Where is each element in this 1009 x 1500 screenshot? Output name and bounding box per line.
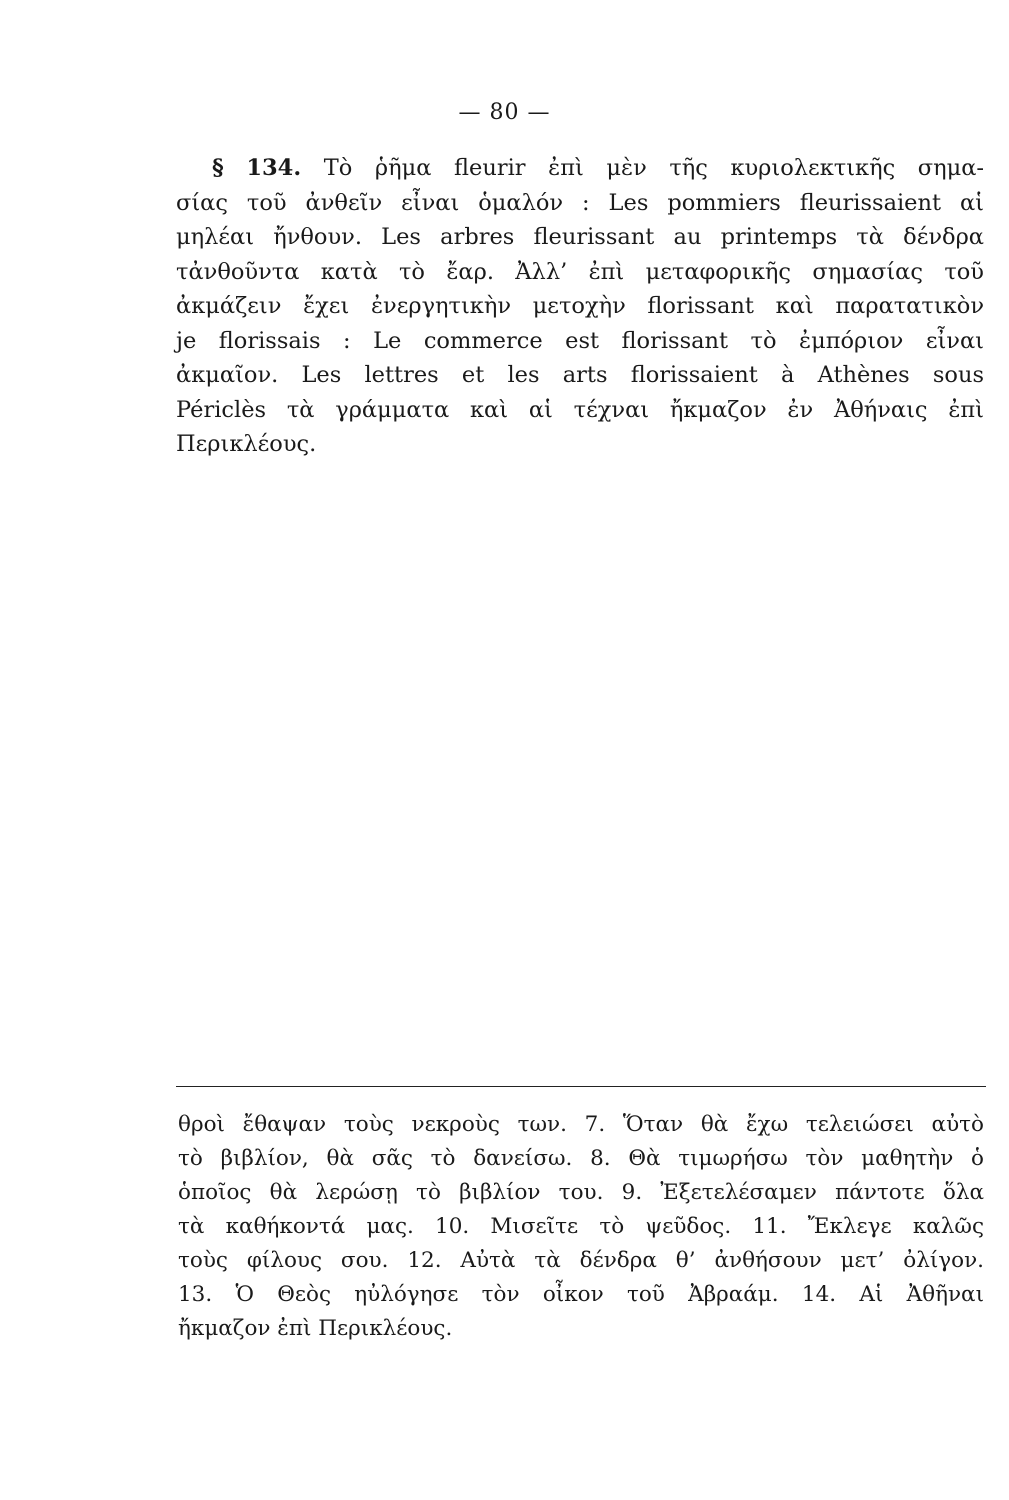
section-line-8: Périclès τὰ γράμματα καὶ αἱ τέχναι ἤκμαζον ἐν Ἀθήναις ἐπὶ [176,396,984,423]
footnote-line-7: ἤκμαζον ἐπὶ Περικλέους. [178,1316,453,1341]
section-line-1-text: Τὸ ῥῆμα fleurir ἐπὶ μὲν τῆς κυριολεκτικῆς σημα- [323,155,985,181]
section-line-9: Περικλέους. [176,431,317,457]
section-mark: § [212,155,224,181]
section-number: 134. [246,155,302,181]
section-line-3: μηλέαι ἤνθουν. Les arbres fleurissant au printemps τὰ δένδρα [176,224,984,250]
footnote [178,1108,984,1346]
section-line-7: ἀκμαῖον. Les lettres et les arts florissaient à Athènes sous [176,362,984,388]
footnote-line-4: τὰ καθήκοντά μας. 10. Μισεῖτε τὸ ψεῦδος. 11. Ἔκλεγε καλῶς [178,1214,984,1239]
footnote-divider [176,1086,986,1087]
section-line-5: ἀκμάζειν ἔχει ἐνεργητικὴν μετοχὴν florissant καὶ παρατατικὸν [176,293,984,319]
section-line-1 [176,151,984,186]
page-number: — 80 — [458,100,551,125]
section-line-2: σίας τοῦ ἀνθεῖν εἶναι ὁμαλόν : Les pommiers fleurissaient αἱ [176,189,984,216]
footnote-line-1: θροὶ ἔθαψαν τοὺς νεκροὺς των. 7. Ὅταν θὰ ἔχω τελειώσει αὐτὸ [178,1112,984,1137]
footnote-line-5: τοὺς φίλους σου. 12. Αὐτὰ τὰ δένδρα θ’ ἀνθήσουν μετ’ ὀλίγον. [178,1248,984,1273]
footnote-line-2: τὸ βιβλίον, θὰ σᾶς τὸ δανείσω. 8. Θὰ τιμωρήσω τὸν μαθητὴν ὁ [178,1146,984,1171]
footnote-line-6: 13. Ὁ Θεὸς ηὐλόγησε τὸν οἶκον τοῦ Ἀβραάμ. 14. Αἱ Ἀθῆναι [178,1282,984,1307]
section-134 [176,151,984,462]
section-line-6: je florissais : Le commerce est florissant τὸ ἐμπόριον εἶναι [176,327,984,354]
section-line-4: τἀνθοῦντα κατὰ τὸ ἔαρ. Ἀλλ’ ἐπὶ μεταφορικῆς σημασίας τοῦ [176,258,984,285]
footnote-line-3: ὁποῖος θὰ λερώσῃ τὸ βιβλίον του. 9. Ἐξετελέσαμεν πάντοτε ὅλα [178,1180,984,1205]
